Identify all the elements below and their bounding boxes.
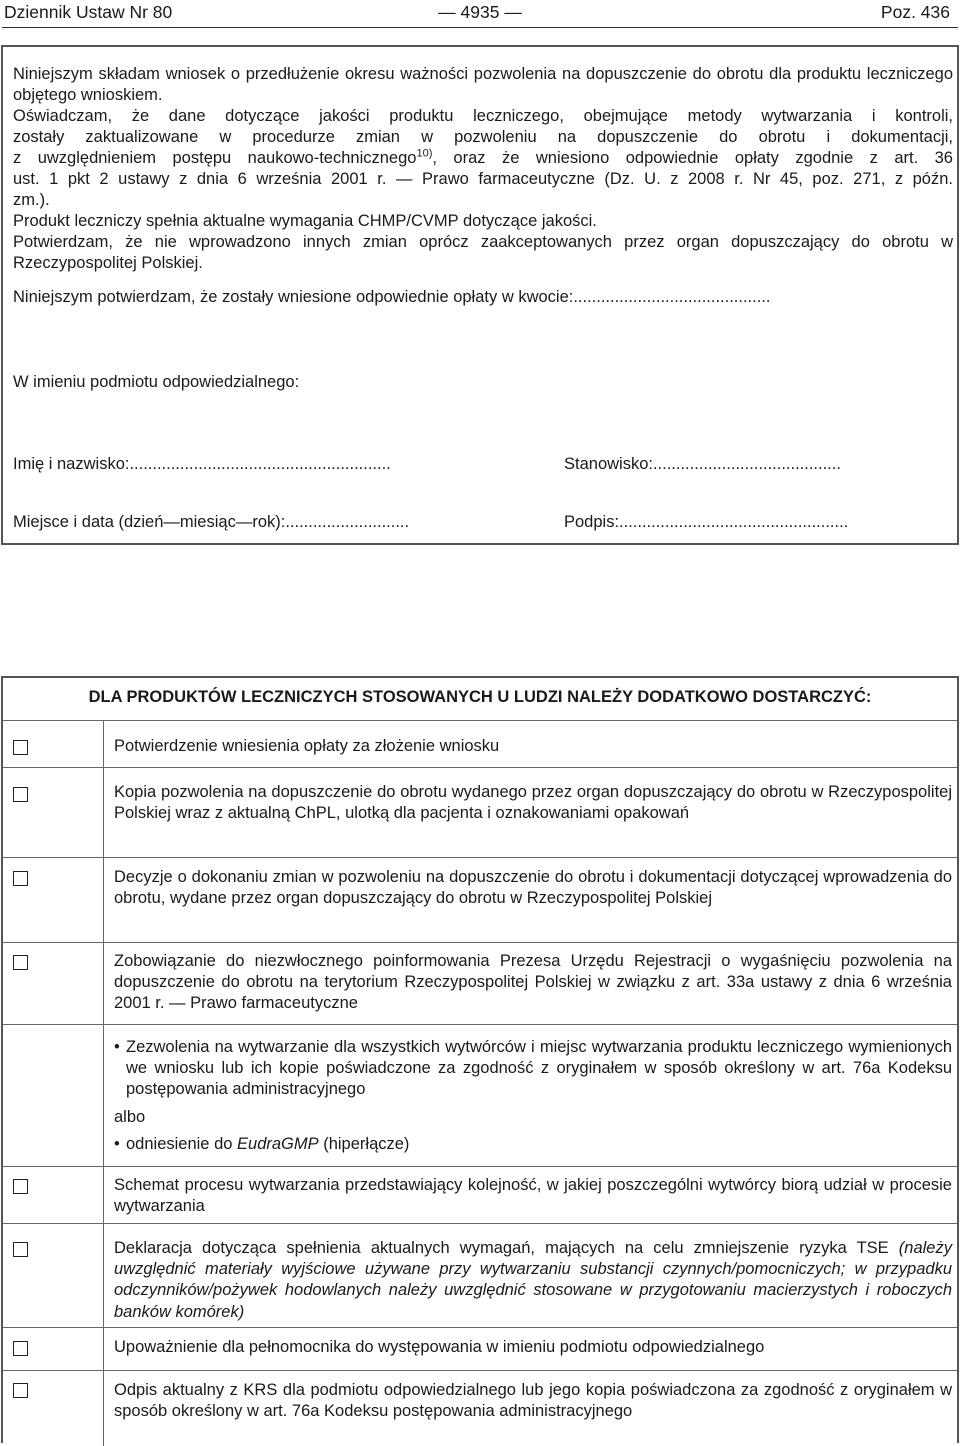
gmp-item [3, 1024, 957, 1167]
checklist-item [3, 1223, 957, 1328]
checklist-item [3, 1327, 957, 1371]
checklist-item [3, 857, 957, 943]
column-divider [103, 1224, 104, 1328]
checklist-item [3, 942, 957, 1025]
item-checkbox[interactable] [13, 1341, 28, 1356]
page-number: — 4935 — [438, 2, 522, 22]
signature-field[interactable]: Podpis:.................................................. [564, 513, 849, 531]
quality-line-1: Oświadczam, że dane dotyczące jakości produktu leczniczego, obejmujące metody wytwarzania i kontroli, [13, 107, 953, 125]
gmp-bullet-authorisations: • Zezwolenia na wytwarzanie dla wszystkich wytwórców i miejsc wytwarzania produktu leczniczego wymienionych we wniosku lub ich kopie poświadczone za zgodność z oryginałem w sposób określony w art. 76a Kodeksu postępowania administracyjnego [114, 1037, 952, 1101]
column-divider [103, 1328, 104, 1371]
gmp-or-label: albo [114, 1107, 146, 1126]
no-other-changes-statement: Potwierdzam, że nie wprowadzono innych zmian oprócz zaakceptowanych przez organ dopuszczający do obrotu w Rzeczypospolitej Polskiej. [13, 233, 953, 273]
name-field[interactable]: Imię i nazwisko:......................................................... [13, 455, 391, 473]
eudragmp-link[interactable]: EudraGMP [237, 1134, 319, 1153]
quality-line-5: zm.). [13, 191, 50, 209]
item-text: Decyzje o dokonaniu zmian w pozwoleniu na dopuszczenie do obrotu i dokumentacji dotyczącej wprowadzenia do obrotu, wydane przez organ dopuszczający do obrotu w Rzeczypospolitej Polskiej [114, 868, 952, 908]
checklist-item [3, 1166, 957, 1224]
place-date-field[interactable]: Miejsce i data (dzień—miesiąc—rok):........................... [13, 513, 410, 531]
item-text: Deklaracja dotycząca spełnienia aktualnych wymagań, mających na celu zmniejszenie ryzyka TSE (należy uwzględnić materiały wyjściowe używane przy wytwarzaniu substancji czynnych/pomocniczych; w przypadku odczynników/pożywek hodowlanych należy uwzględnić stosowane w przygotowaniu macierzystych i roboczych banków komórek) [114, 1239, 952, 1321]
checklist-box [1, 676, 959, 1443]
item-checkbox[interactable] [13, 871, 28, 886]
column-divider [103, 1025, 104, 1167]
quality-line-2: zostały zaktualizowane w procedurze zmian w pozwoleniu na dopuszczenie do obrotu i dokumentacji, [13, 128, 953, 146]
gmp-bullet-eudragmp: • odniesienie do EudraGMP (hiperłącze) [114, 1134, 952, 1155]
item-text: Zobowiązanie do niezwłocznego poinformowania Prezesa Urzędu Rejestracji o wygaśnięciu pozwolenia na dopuszczenie do obrotu na terytorium Rzeczypospolitej Polskiej w związku z art. 33a ustawy z dnia 6 września 2001 r. — Prawo farmaceutyczne [114, 952, 952, 1013]
item-checkbox[interactable] [13, 1242, 28, 1257]
quality-line-4: ust. 1 pkt 2 ustawy z dnia 6 września 2001 r. — Prawo farmaceutyczne (Dz. U. z 2008 r. Nr 45, poz. 271, z późn. [13, 170, 953, 188]
request-paragraph: Niniejszym składam wniosek o przedłużenie okresu ważności pozwolenia na dopuszczenie do obrotu dla produktu leczniczego objętego wnioskiem. [13, 65, 953, 105]
column-divider [103, 721, 104, 768]
position-field[interactable]: Stanowisko:......................................... [564, 455, 841, 473]
item-checkbox[interactable] [13, 955, 28, 970]
quality-line-3: z uwzględnieniem postępu naukowo-technicznego$^{10)}$, oraz że wniesiono odpowiednie opłaty zgodnie z art. 36 [13, 147, 953, 167]
on-behalf-label: W imieniu podmiotu odpowiedzialnego: [13, 373, 300, 391]
checklist-item [3, 720, 957, 768]
declaration-box [1, 45, 959, 545]
journal-title: Dziennik Ustaw Nr 80 [4, 2, 173, 22]
tse-note: (należy uwzględnić materiały wyjściowe używane przy wytwarzaniu substancji czynnych/pomocniczych; w przypadku odczynników/pożywek hodowlanych należy uwzględnić stosowane w przygotowaniu macierzystych i roboczych banków komórek) [114, 1239, 952, 1321]
column-divider [103, 858, 104, 943]
column-divider [103, 768, 104, 858]
checklist-item [3, 1370, 957, 1446]
position-number: Poz. 436 [880, 2, 950, 22]
item-text: Odpis aktualny z KRS dla podmiotu odpowiedzialnego lub jego kopia poświadczona za zgodność z oryginałem w sposób określony w art. 76a Kodeksu postępowania administracyjnego [114, 1381, 952, 1421]
chmp-statement: Produkt leczniczy spełnia aktualne wymagania CHMP/CVMP dotyczące jakości. [13, 212, 597, 230]
gmp-options [114, 1037, 952, 1155]
item-checkbox[interactable] [13, 787, 28, 802]
checklist-item [3, 767, 957, 858]
item-checkbox[interactable] [13, 1179, 28, 1194]
page-header [0, 0, 960, 26]
item-text: Potwierdzenie wniesienia opłaty za złożenie wniosku [114, 737, 500, 755]
checklist-title: DLA PRODUKTÓW LECZNICZYCH STOSOWANYCH U LUDZI NALEŻY DODATKOWO DOSTARCZYĆ: [88, 688, 872, 706]
fee-amount-field[interactable]: Niniejszym potwierdzam, że zostały wniesione odpowiednie opłaty w kwocie:........................................... [13, 288, 771, 306]
header-rule [2, 27, 958, 28]
item-text: Schemat procesu wytwarzania przedstawiający kolejność, w jakiej poszczególni wytwórcy biorą udział w procesie wytwarzania [114, 1176, 952, 1216]
column-divider [103, 943, 104, 1025]
footnote-ref: 10) [416, 147, 433, 160]
column-divider [103, 1167, 104, 1224]
item-text: Upoważnienie dla pełnomocnika do występowania w imieniu podmiotu odpowiedzialnego [114, 1338, 765, 1356]
item-text: Kopia pozwolenia na dopuszczenie do obrotu wydanego przez organ dopuszczający do obrotu w Rzeczypospolitej Polskiej wraz z aktualną ChPL, ulotką dla pacjenta i oznakowaniami opakowań [114, 783, 952, 823]
column-divider [103, 1371, 104, 1446]
item-checkbox[interactable] [13, 740, 28, 755]
item-checkbox[interactable] [13, 1383, 28, 1398]
